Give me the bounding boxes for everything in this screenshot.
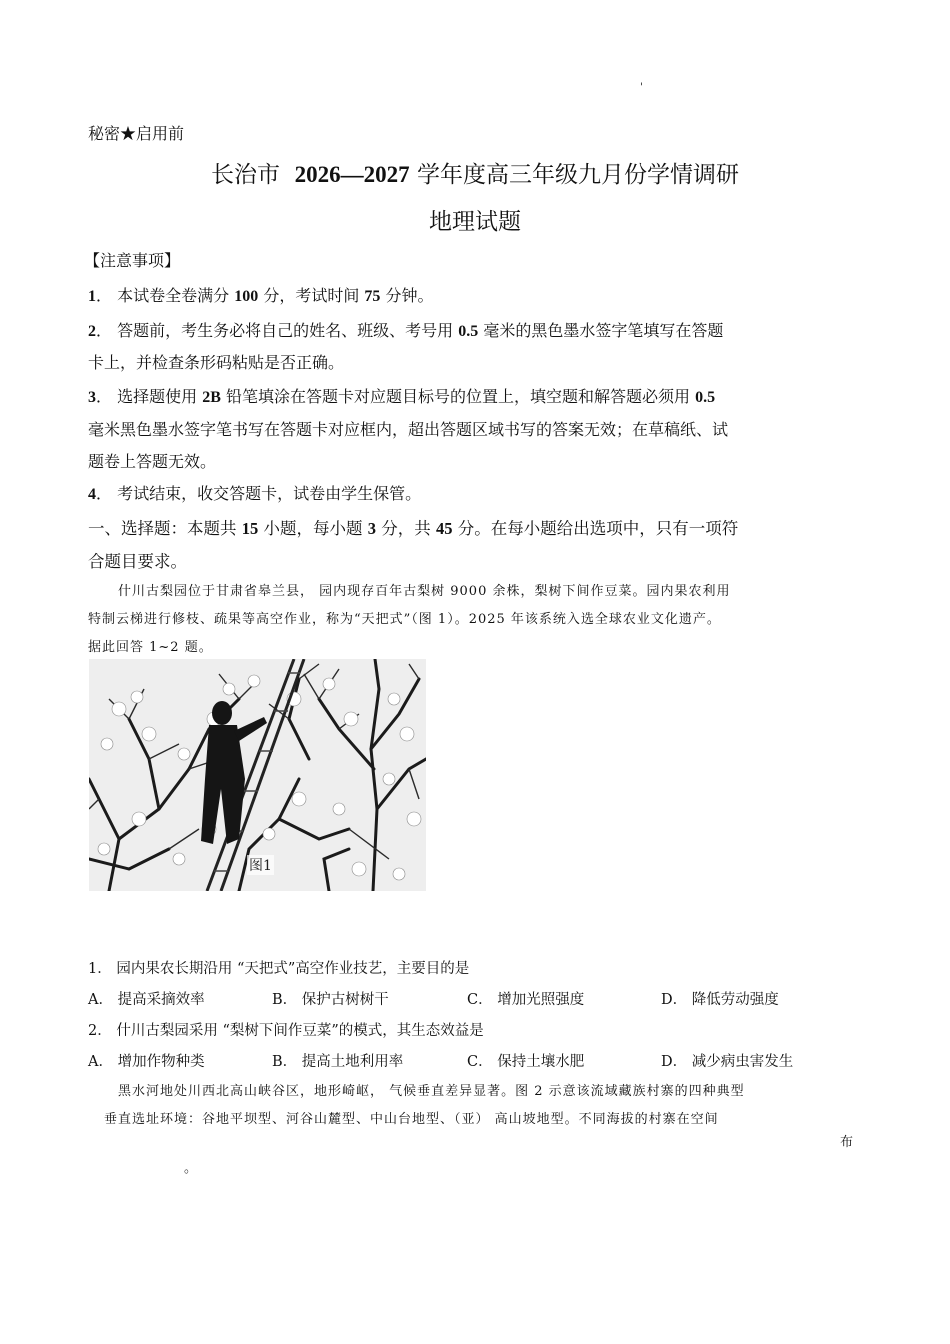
notice-value: 0.5 (458, 323, 479, 340)
notice-item-1: 1． 本试卷全卷满分 100 分，考试时间 75 分钟。 (88, 286, 434, 305)
notice-value: 2B (202, 389, 221, 406)
scan-mark: ' (640, 82, 643, 93)
passage-2-line-4: 。 (184, 1161, 199, 1176)
notice-num: 3 (88, 389, 96, 406)
section-text: 分。在每小题给出选项中，只有一项符 (457, 519, 739, 538)
section-text: 一、选择题：本题共 (88, 519, 237, 538)
notice-text: 分钟。 (385, 286, 434, 305)
notice-heading: 【注意事项】 (84, 251, 181, 270)
passage-2-line-2: 垂直选址环境：谷地平坝型、河谷山麓型、中山台地型、（亚） 高山坡地型。不同海拔的村寨在空间 (104, 1112, 719, 1127)
question-1-option-c: C． 增加光照强度 (467, 992, 585, 1008)
notice-item-2-cont: 卡上，并检查条形码粘贴是否正确。 (88, 353, 345, 372)
notice-value: 75 (364, 288, 381, 305)
notice-item-2: 2． 答题前，考生务必将自己的姓名、班级、考号用 0.5 毫米的黑色墨水签字笔填写在答题 (88, 321, 724, 340)
question-2-option-a: A． 增加作物种类 (88, 1054, 205, 1070)
section-value: 15 (241, 519, 259, 538)
figure-1-photo (89, 659, 426, 891)
question-1-option-b: B． 保护古树树干 (272, 992, 389, 1008)
notice-text: 选择题使用 (117, 387, 198, 406)
section-value: 45 (436, 519, 453, 538)
exam-subtitle: 地理试题 (429, 209, 521, 235)
notice-text: 铅笔填涂在答题卡对应题目标号的位置上，填空题和解答题必须用 (225, 387, 690, 406)
section-heading (88, 513, 738, 545)
question-1-option-d: D． 降低劳动强度 (661, 992, 779, 1008)
passage-2-line-1: 黑水河地处川西北高山峡谷区，地形崎岖， 气候垂直差异显著。图 2 示意该流域藏族村寨的四种典型 (118, 1084, 745, 1099)
notice-text: 分，考试时间 (263, 286, 360, 305)
question-2-option-c: C． 保持土壤水肥 (467, 1054, 585, 1070)
title-city: 长治市 (211, 162, 281, 188)
question-2-option-d: D． 减少病虫害发生 (661, 1054, 794, 1070)
notice-value: 100 (234, 288, 259, 305)
section-value: 3 (367, 519, 376, 538)
passage-1-line-2: 特制云梯进行修枝、疏果等高空作业，称为“天把式”（图 1）。2025 年该系统入选全球农业文化遗产。 (88, 612, 721, 627)
question-2-option-b: B． 提高土地利用率 (272, 1054, 404, 1070)
question-1-stem: 1． 园内果农长期沿用 “天把式”高空作业技艺，主要目的是 (88, 961, 470, 977)
notice-num: 4 (88, 486, 96, 503)
notice-item-3: 3． 选择题使用 2B 铅笔填涂在答题卡对应题目标号的位置上，填空题和解答题必须用 0.5 (88, 387, 716, 406)
notice-text: 考试结束，收交答题卡，试卷由学生保管。 (117, 484, 422, 503)
notice-text: 毫米的黑色墨水签字笔填写在答题 (483, 321, 724, 340)
section-text: 分，共 (381, 519, 431, 538)
confidential-label: 秘密★启用前 (88, 124, 185, 143)
notice-num: 1 (88, 288, 96, 305)
passage-1-line-3: 据此回答 1~2 题。 (88, 640, 213, 655)
section-heading-cont: 合题目要求。 (88, 552, 187, 571)
question-2-stem: 2． 什川古梨园采用 “梨树下间作豆菜”的模式，其生态效益是 (88, 1023, 484, 1039)
section-text: 小题，每小题 (263, 519, 363, 538)
notice-value: 0.5 (695, 389, 716, 406)
notice-item-4: 4． 考试结束，收交答题卡，试卷由学生保管。 (88, 484, 422, 503)
exam-title (0, 156, 950, 189)
notice-num: 2 (88, 323, 96, 340)
title-suffix: 学年度高三年级九月份学情调研 (416, 162, 739, 188)
notice-text: 本试卷全卷满分 (117, 286, 230, 305)
title-years: 2026—2027 (294, 162, 410, 187)
figure-1-caption: 图1 (247, 855, 274, 875)
notice-item-3-cont2: 题卷上答题无效。 (88, 452, 217, 471)
notice-item-3-cont: 毫米黑色墨水签字笔书写在答题卡对应框内，超出答题区域书写的答案无效；在草稿纸、试 (88, 420, 729, 439)
question-1-option-a: A． 提高采摘效率 (88, 992, 205, 1008)
passage-2-line-3: 布 (840, 1135, 855, 1150)
passage-1-line-1: 什川古梨园位于甘肃省皋兰县， 园内现存百年古梨树 9000 余株，梨树下间作豆菜。园内果农利用 (118, 584, 731, 599)
notice-text: 答题前，考生务必将自己的姓名、班级、考号用 (117, 321, 454, 340)
